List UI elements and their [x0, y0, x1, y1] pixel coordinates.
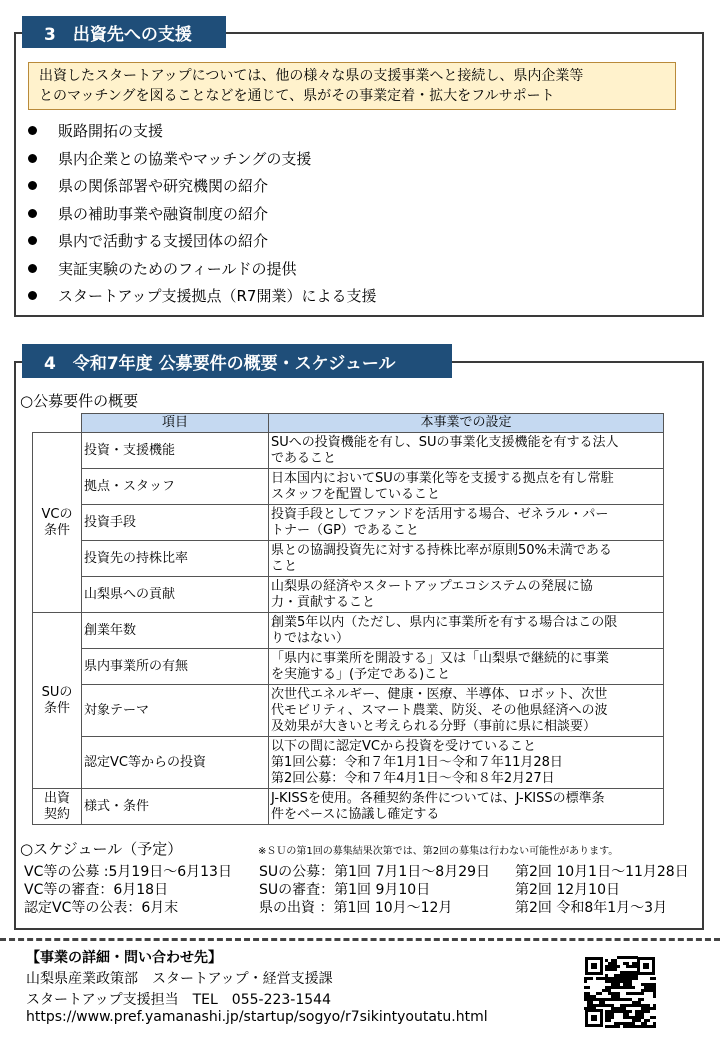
pref-invest-schedule: 県の出資 ：第1回 10月～12月: [259, 900, 453, 916]
contact-url[interactable]: https://www.pref.yamanashi.jp/startup/sogyo/r7sikintyoutatu.html: [26, 1009, 488, 1025]
bullet-dot-icon: [28, 291, 37, 300]
bullet-dot-icon: [28, 154, 37, 163]
su-category-cell: SUの 条件: [33, 613, 82, 789]
header-setting: 本事業での設定: [269, 414, 664, 433]
list-item: 県内企業との協業やマッチングの支援: [26, 145, 376, 173]
contact-dept: 山梨県産業政策部 スタートアップ・経営支援課: [26, 971, 333, 987]
table-row: VCの 条件 投資・支援機能 SUへの投資機能を有し、SUの事業化支援機能を有する法人 であること: [33, 433, 664, 469]
contract-category-cell: 出資 契約: [33, 789, 82, 825]
vc-review-schedule: VC等の審査：6月18日: [24, 882, 169, 898]
bullet-dot-icon: [28, 236, 37, 245]
bullet-dot-icon: [28, 126, 37, 135]
table-row: 認定VC等からの投資 以下の間に認定VCから投資を受けていること 第1回公募：令和７年1月1日～令和７年11月28日 第2回公募：令和７年4月1日～令和８年2月27日: [33, 737, 664, 789]
table-row: 山梨県への貢献 山梨県の経済やスタートアップエコシステムの発展に協 力・貢献すること: [33, 577, 664, 613]
support-list: [26, 117, 376, 310]
callout-line-1: 出資したスタートアップについては、他の様々な県の支援事業へと接続し、県内企業等: [39, 68, 584, 84]
list-item: 県内で活動する支援団体の紹介: [26, 227, 376, 255]
table-row: 投資手段 投資手段としてファンドを活用する場合、ゼネラル・パー トナー（GP）であること: [33, 505, 664, 541]
su-review-schedule-2: 第2回 12月10日: [515, 882, 620, 898]
table-row: 県内事業所の有無 「県内に事業所を開設する」又は「山梨県で継続的に事業 を実施する」(予定である)こと: [33, 649, 664, 685]
table-row: SUの 条件 創業年数 創業5年以内（ただし、県内に事業所を有する場合はこの限 りではない）: [33, 613, 664, 649]
bullet-dot-icon: [28, 209, 37, 218]
list-item: 県の補助事業や融資制度の紹介: [26, 200, 376, 228]
su-public-schedule: SUの公募：第1回 7月1日～8月29日: [259, 864, 491, 880]
header-item: 項目: [82, 414, 269, 433]
table-row: 拠点・スタッフ 日本国内においてSUの事業化等を支援する拠点を有し常駐 スタッフを配置していること: [33, 469, 664, 505]
table-row: 対象テーマ 次世代エネルギー、健康・医療、半導体、ロボット、次世 代モビリティ、スマート農業、防災、その他県経済への波 及効果が大きいと考えられる分野（事前に県に相談要）: [33, 685, 664, 737]
su-review-schedule: SUの審査：第1回 9月10日: [259, 882, 431, 898]
callout-line-2: とのマッチングを図ることなどを通じて、県がその事業定着・拡大をフルサポート: [39, 88, 555, 104]
header-spacer: [33, 414, 82, 433]
bullet-dot-icon: [28, 264, 37, 273]
list-item: スタートアップ支援拠点（R7開業）による支援: [26, 282, 376, 310]
pref-invest-schedule-2: 第2回 令和8年1月～3月: [515, 900, 668, 916]
qr-code-icon: [583, 955, 657, 1029]
bullet-dot-icon: [28, 181, 37, 190]
contact-title: 【事業の詳細・問い合わせ先】: [26, 950, 222, 966]
list-item: 県の関係部署や研究機関の紹介: [26, 172, 376, 200]
table-row: 出資 契約 様式・条件 J-KISSを使用。各種契約条件については、J-KISSの標準条 件をベースに協議し確定する: [33, 789, 664, 825]
divider: [0, 938, 720, 941]
overview-title: ○公募要件の概要: [20, 392, 139, 410]
list-item: 販路開拓の支援: [26, 117, 376, 145]
table-row: 投資先の持株比率 県との協調投資先に対する持株比率が原則50%未満である こと: [33, 541, 664, 577]
section-4-heading: 4 令和7年度 公募要件の概要・スケジュール: [22, 344, 452, 378]
vc-public-schedule: VC等の公募 :5月19日～6月13日: [24, 864, 232, 880]
schedule-title: ○スケジュール（予定）: [20, 840, 183, 858]
schedule-note: ※ＳＵの第1回の募集結果次第では、第2回の募集は行わない可能性があります。: [258, 846, 619, 857]
section-3-heading: 3 出資先への支援: [22, 16, 226, 48]
vc-announce-schedule: 認定VC等の公表：6月末: [24, 900, 179, 916]
section-3-callout: [28, 62, 676, 110]
contact-person: スタートアップ支援担当 TEL 055-223-1544: [26, 992, 331, 1008]
vc-category-cell: VCの 条件: [33, 433, 82, 613]
list-item: 実証実験のためのフィールドの提供: [26, 255, 376, 283]
requirements-table: [32, 413, 664, 825]
su-public-schedule-2: 第2回 10月1日～11月28日: [515, 864, 689, 880]
table-header-row: [33, 414, 664, 433]
